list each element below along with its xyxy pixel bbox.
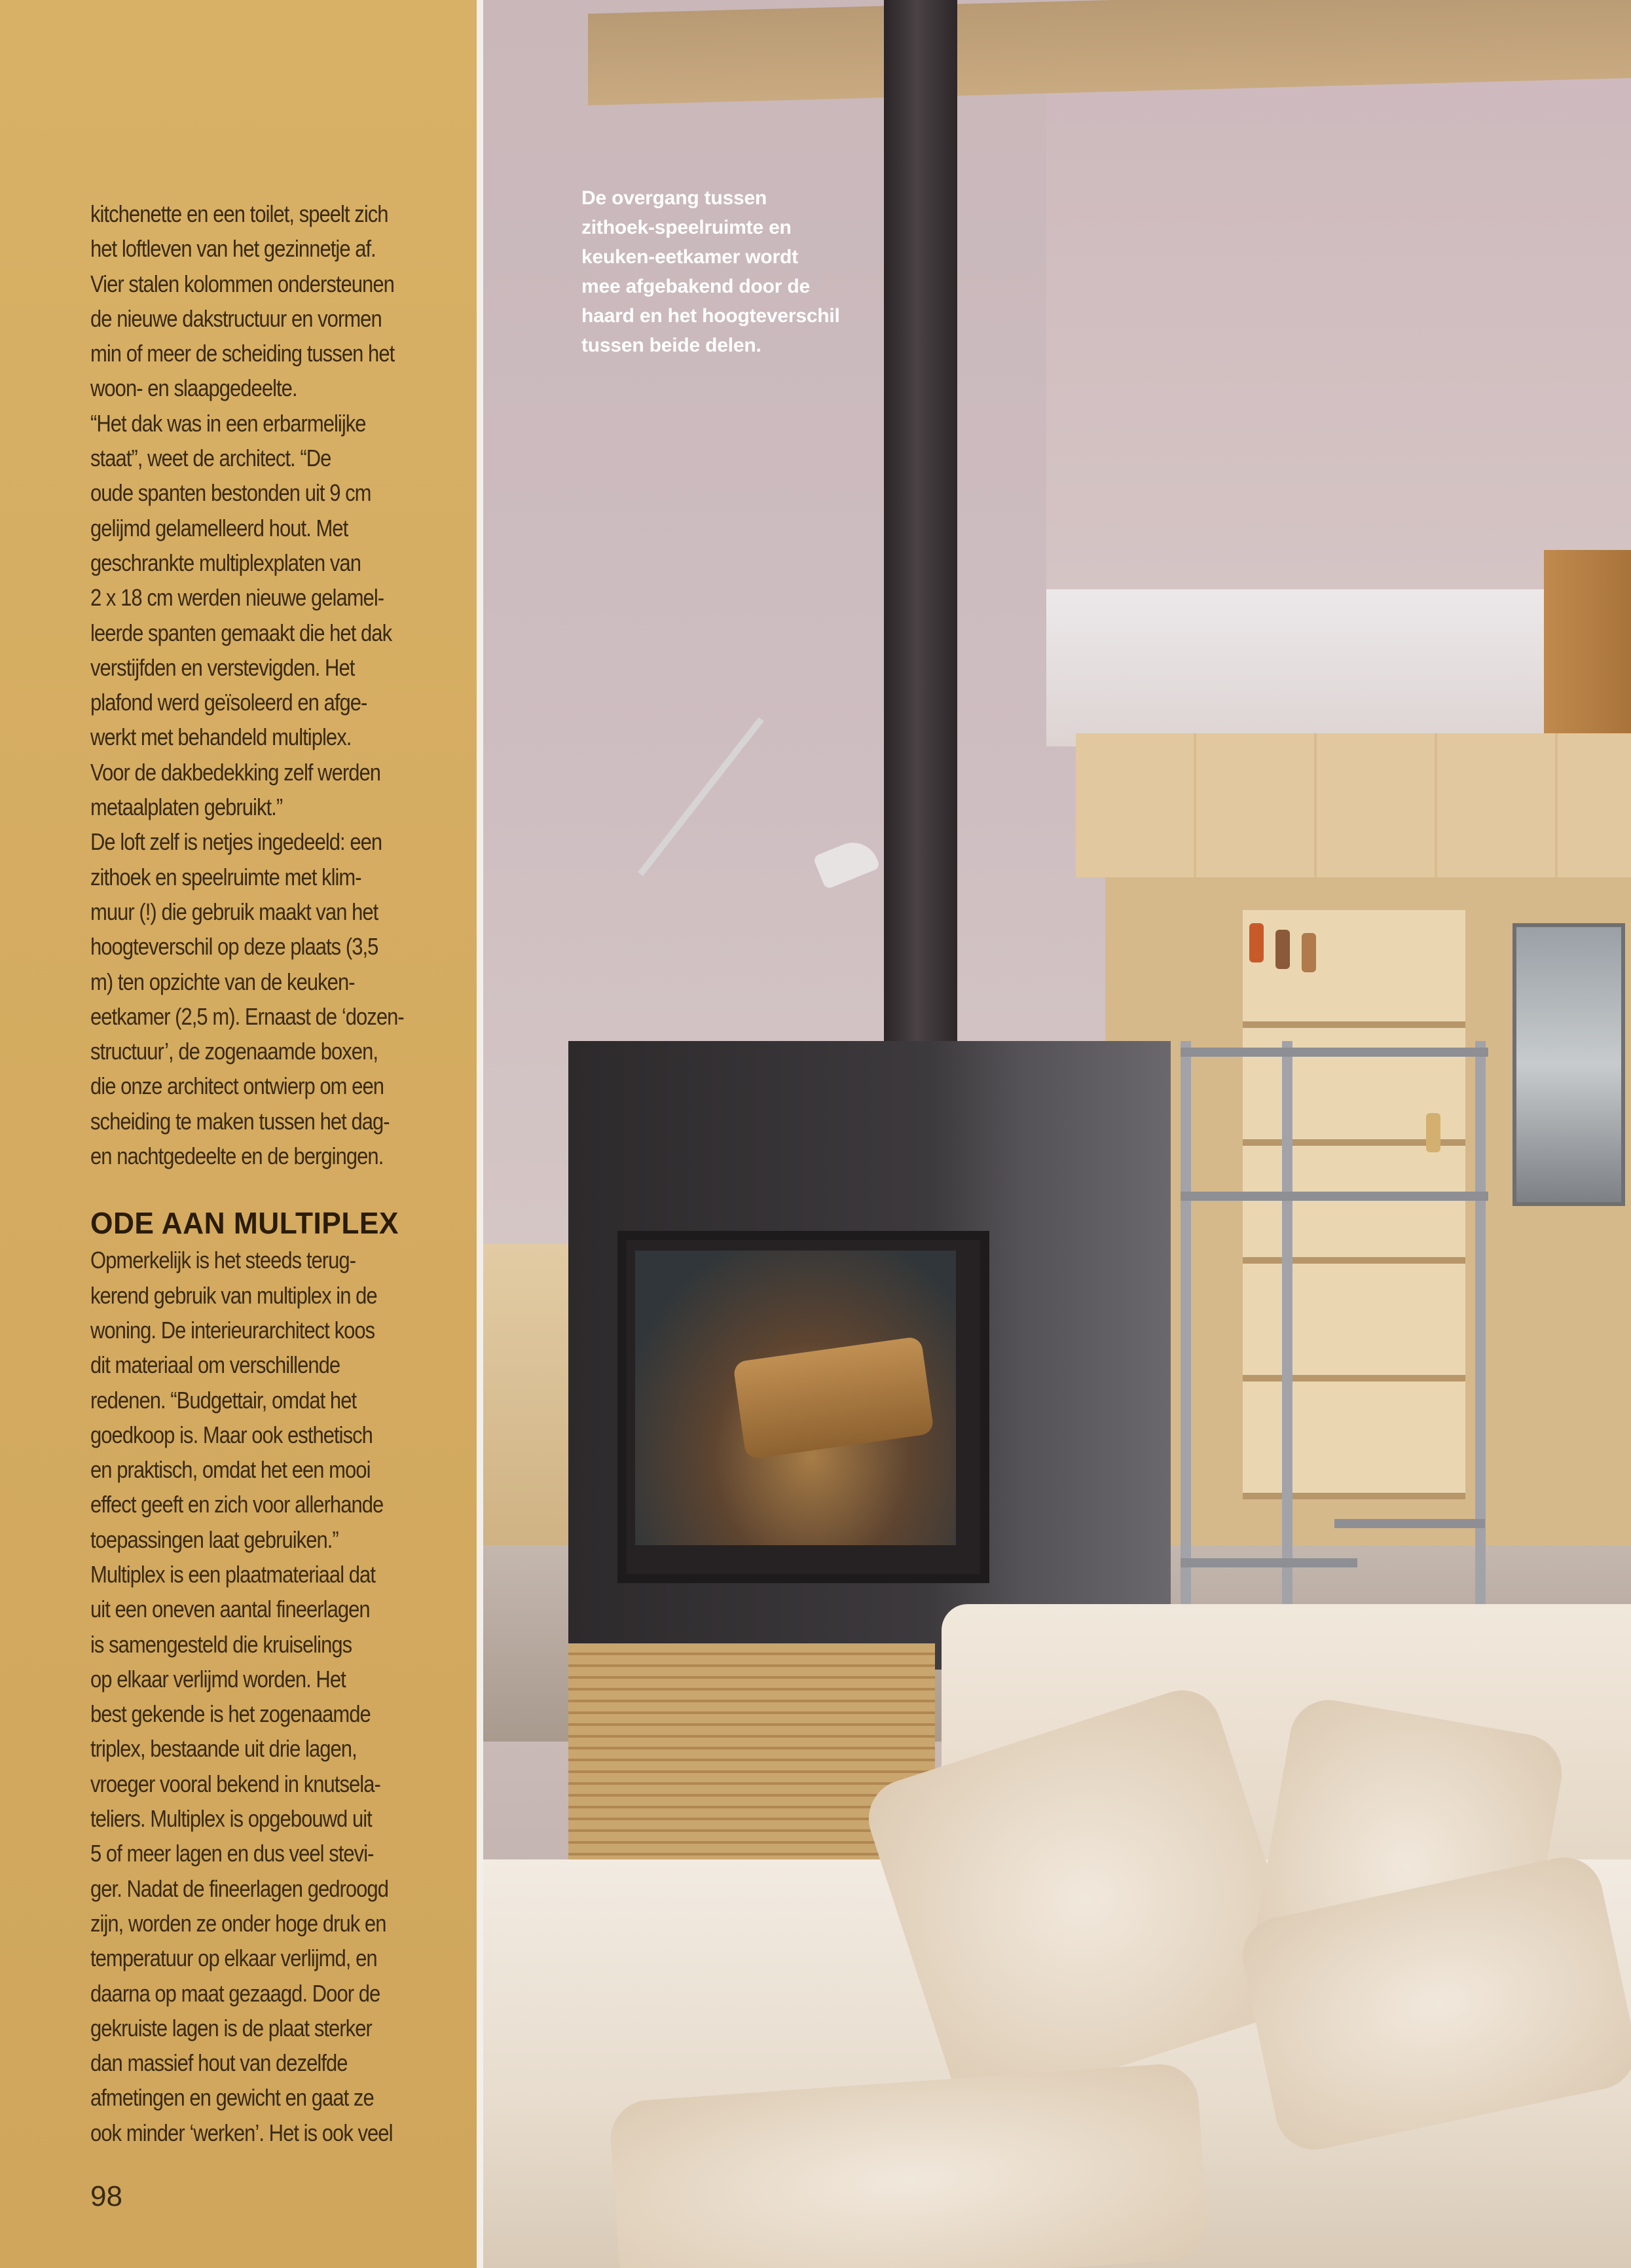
caption-line: mee afgebakend door de (581, 276, 811, 297)
body-text-line: en praktisch, omdat het een mooi (90, 1456, 371, 1484)
body-text-line: temperatuur op elkaar verlijmd, en (90, 1945, 377, 1972)
desk-lamp-head (813, 835, 881, 890)
page-number: 98 (90, 2180, 122, 2212)
body-text-line: woon- en slaapgedeelte. (90, 375, 297, 402)
metal-rack-bar (1181, 1558, 1357, 1567)
body-text-line: metaalplaten gebruikt.” (90, 794, 283, 821)
body-text-line: redenen. “Budgettair, omdat het (90, 1386, 357, 1414)
body-text-line: Multiplex is een plaatmateriaal dat (90, 1560, 375, 1588)
metal-rack-post (1475, 1041, 1486, 1643)
metal-rack-bar (1181, 1192, 1488, 1201)
body-text-line: en nachtgedeelte en de bergingen. (90, 1143, 384, 1170)
body-text-line: m) ten opzichte van de keuken- (90, 968, 355, 995)
body-text-line: ook minder ‘werken’. Het is ook veel (90, 2119, 393, 2146)
kitchen-upper-cabinets (1076, 733, 1631, 877)
body-text-line: die onze architect ontwierp om een (90, 1072, 384, 1100)
body-text-line: geschrankte multiplexplaten van (90, 549, 361, 576)
body-text-line: effect geeft en zich voor allerhande (90, 1491, 384, 1518)
body-text-line: De loft zelf is netjes ingedeeld: een (90, 828, 382, 856)
body-text-line: Opmerkelijk is het steeds terug- (90, 1247, 356, 1274)
metal-rack-bar (1334, 1519, 1485, 1528)
body-text-line: “Het dak was in een erbarmelijke (90, 409, 366, 437)
body-text-line: hoogteverschil op deze plaats (3,5 (90, 933, 378, 960)
body-text-line: uit een oneven aantal fineerlagen (90, 1596, 370, 1623)
desk-lamp-arm (638, 718, 764, 877)
shelf-jar (1249, 923, 1264, 962)
body-text-line: woning. De interieurarchitect koos (90, 1316, 375, 1344)
shelf-jar (1302, 933, 1316, 972)
metal-rack-post (1282, 1041, 1292, 1630)
caption-line: De overgang tussen (581, 187, 767, 209)
body-text-line: de nieuwe dakstructuur en vormen (90, 304, 382, 332)
body-text-line: 2 x 18 cm werden nieuwe gelamel- (90, 584, 384, 612)
kitchen-open-shelves (1243, 910, 1465, 1499)
caption-line: haard en het hoogteverschil (581, 305, 840, 327)
body-text-line: werkt met behandeld multiplex. (90, 723, 352, 751)
built-in-oven (1512, 923, 1625, 1206)
body-text-line: triplex, bestaande uit drie lagen, (90, 1735, 357, 1763)
body-text-line: eetkamer (2,5 m). Ernaast de ‘dozen- (90, 1002, 404, 1030)
body-text-line: ger. Nadat de fineerlagen gedroogd (90, 1875, 388, 1902)
body-text-line: het loftleven van het gezinnetje af. (90, 235, 376, 263)
article-paragraphs-2 (90, 1243, 439, 2150)
body-text-line: is samengesteld die kruiselings (90, 1630, 352, 1658)
interior-photo (483, 0, 1631, 2268)
body-text-line: op elkaar verlijmd worden. Het (90, 1665, 346, 1692)
column-gutter (477, 0, 483, 2268)
article-text (90, 196, 439, 2150)
body-text-line: goedkoop is. Maar ook esthetisch (90, 1421, 373, 1448)
body-text-line: toepassingen laat gebruiken.” (90, 1526, 339, 1553)
body-text-line: teliers. Multiplex is opgebouwd uit (90, 1805, 372, 1833)
body-text-line: afmetingen en gewicht en gaat ze (90, 2084, 374, 2112)
body-text-line: structuur’, de zogenaamde boxen, (90, 1038, 378, 1065)
left-cabinet (483, 1244, 568, 1558)
body-text-line: verstijfden en verstevigden. Het (90, 653, 355, 681)
body-text-line: gelijmd gelamelleerd hout. Met (90, 514, 348, 541)
shelf-jar (1275, 930, 1290, 969)
caption-line: keuken-eetkamer wordt (581, 246, 798, 268)
body-text-line: scheiding te maken tussen het dag- (90, 1107, 390, 1135)
body-text-line: Vier stalen kolommen ondersteunen (90, 270, 394, 297)
metal-rack-post (1181, 1041, 1191, 1630)
body-text-line: Voor de dakbedekking zelf werden (90, 758, 381, 786)
section-heading: ODE AAN MULTIPLEX (90, 1206, 399, 1241)
body-text-line: gekruiste lagen is de plaat sterker (90, 2014, 372, 2041)
body-text-line: leerde spanten gemaakt die het dak (90, 619, 392, 646)
body-text-line: oude spanten bestonden uit 9 cm (90, 479, 371, 507)
body-text-line: daarna op maat gezaagd. Door de (90, 1979, 380, 2007)
body-text-line: dan massief hout van dezelfde (90, 2049, 348, 2077)
body-text-line: kitchenette en een toilet, speelt zich (90, 200, 388, 227)
body-text-line: zithoek en speelruimte met klim- (90, 863, 361, 890)
back-wall (1046, 39, 1631, 596)
body-text-line: plafond werd geïsoleerd en afge- (90, 689, 367, 716)
caption-line: tussen beide delen. (581, 335, 761, 356)
shelf-jar (1426, 1113, 1440, 1152)
body-text-line: min of meer de scheiding tussen het (90, 340, 395, 367)
body-text-line: vroeger vooral bekend in knutsela- (90, 1770, 380, 1797)
body-text-line: dit materiaal om verschillende (90, 1351, 340, 1379)
body-text-line: kerend gebruik van multiplex in de (90, 1281, 377, 1309)
stove-flue-pipe (884, 0, 957, 1048)
body-text-line: muur (!) die gebruik maakt van het (90, 898, 378, 925)
body-text-line: 5 of meer lagen en dus veel stevi- (90, 1840, 374, 1867)
text-column (0, 0, 477, 2268)
photo-caption (581, 183, 889, 360)
body-text-line: staat”, weet de architect. “De (90, 445, 331, 472)
body-text-line: best gekende is het zogenaamde (90, 1700, 371, 1728)
body-text-line: zijn, worden ze onder hoge druk en (90, 1909, 386, 1937)
article-paragraphs-1 (90, 196, 439, 1173)
metal-rack-bar (1181, 1048, 1488, 1057)
caption-line: zithoek-speelruimte en (581, 217, 792, 238)
